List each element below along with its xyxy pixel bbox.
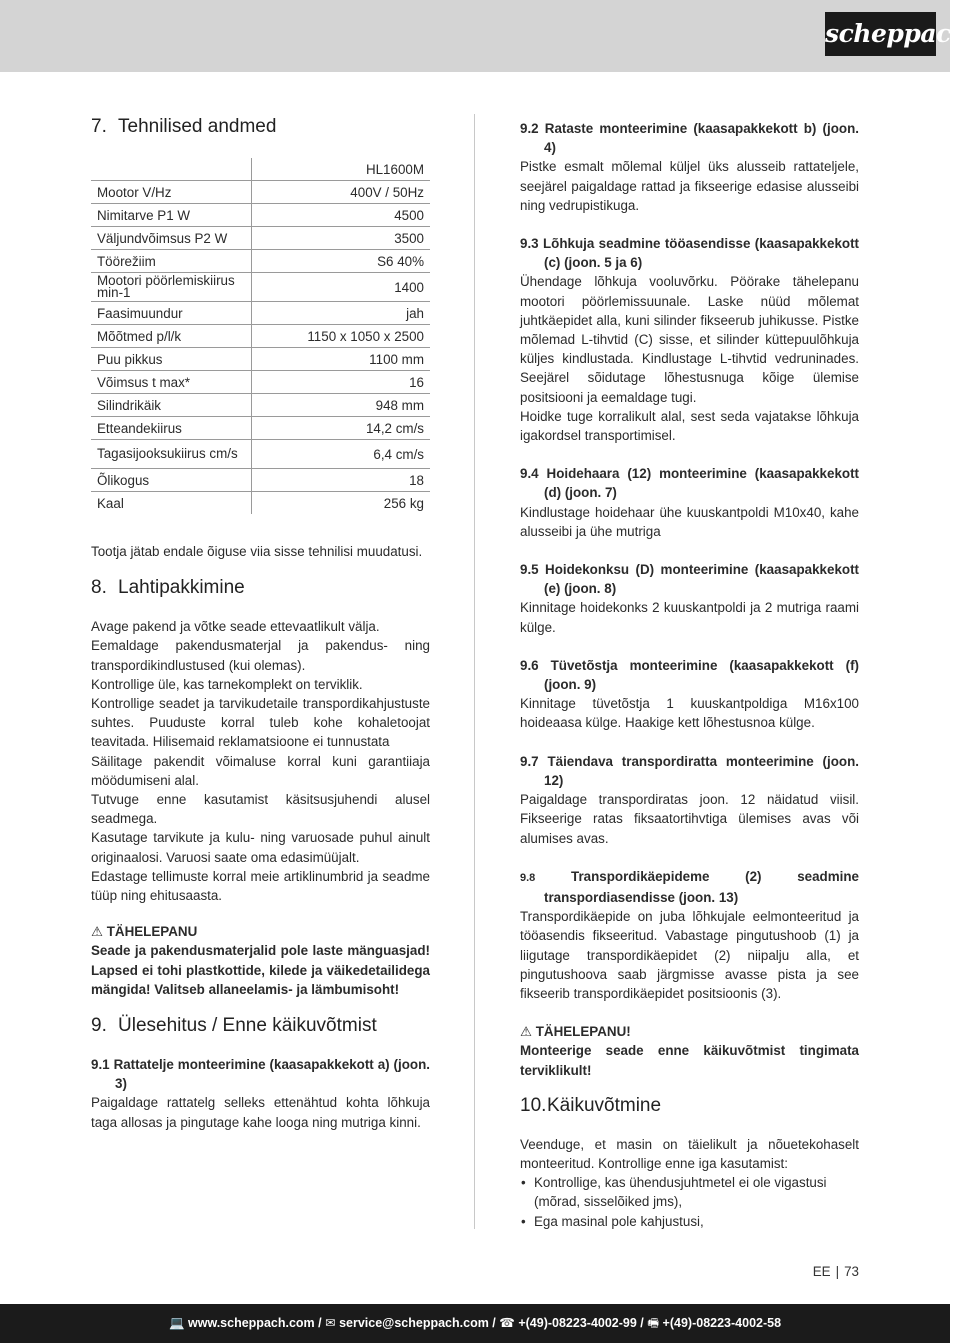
list-item: • Kontrollige, kas ühendusjuhtmetel ei ole vigastusi (mõrad, sisselõiked jms), — [520, 1173, 859, 1211]
scheppach-logo: scheppach — [825, 12, 936, 56]
warning-text: Seade ja pakendusmaterjalid pole laste mänguasjad! Lapsed ei tohi plastkottide, kilede ja väikedetailidega mängida! Valitseb allaneelamis- ja lämbumisoht! — [91, 943, 430, 997]
section-10-heading: 10.Käikuvõtmine — [520, 1094, 662, 1116]
subsection-9-1-text: Paigaldage rattatelg selleks ettenähtud kohta lõhkuja taga allosas ja pingutage kahe looga ning mutriga kinni. — [91, 1095, 430, 1130]
section-7-heading: 7. Tehnilised andmed — [91, 116, 277, 137]
warning-title-2: ⚠ TÄHELEPANU! — [520, 1024, 631, 1040]
page-number: EE | 73 — [812, 1264, 859, 1279]
unpacking-text: Avage pakend ja võtke seade ettevaatlikult välja. Eemaldage pakendusmaterjal ja pakendus- ning transpordikindlustused (kui olemas). Kontrollige üle, kas tarnekomplekt on terviklik. Kontrollige seadet ja tarvikudetaile transpordikahjustuste suhtes. Puuduste korral tuleb kohe kohaletoojat teavitada. Hilisemaid reklamatsioone ei tunnustata Säilitage pakendit võimaluse korral kuni garantiiaja möödumiseni alal. Tutvuge enne kasutamist käsitsusjuhendi alusel seadmega. Kasutage tarvikute ja kulu- ning varuosade puhul ainult originaalosi. Varuosi saate oma edasimüüjalt. Edastage tellimuste korral meie artiklinumbrid ja seadme tüüp ning ehitusaasta. — [91, 619, 430, 904]
subsection-9-5-text: Kinnitage hoidekonks 2 kuuskantpoldi ja 2 mutriga raami külge. — [520, 600, 859, 635]
table-row: Mootor V/Hz 400V / 50Hz — [91, 181, 430, 204]
footer-fax: +(49)-08223-4002-58 — [662, 1316, 782, 1330]
subsection-9-3-text: Ühendage lõhkuja vooluvõrku. Pöörake tähelepanu mootori pöörlemissuunale. Laske nüüd mõlemat juhtkäepidet alla, kuni silinder fikseerub juhikusse. Pistke mõlemad L-tihvtid (C) sisse, et silinder küttepuulõhkuja küljes kindlustada. Kindlustage L-tihvtid vedruninades. Seejärel sõidutage lõhestusnuga kõige ülemise positsiooni ja eemaldage tugi. — [520, 274, 859, 405]
table-row: Silindrikäik 948 mm — [91, 394, 430, 417]
footer-bar — [0, 1304, 950, 1343]
left-column — [91, 112, 430, 1132]
spec-table — [91, 158, 430, 514]
table-row: Mootori pöörlemiskiirus min-1 1400 — [91, 273, 430, 302]
check-list — [520, 1173, 859, 1231]
warning-title: ⚠ TÄHELEPANU — [91, 924, 198, 940]
section-9-heading: 9. Ülesehitus / Enne käikuvõtmist — [91, 1015, 377, 1037]
subsection-9-8-text: Transpordikäepide on juba lõhkujale eelmonteeritud ja tööasendis fikseeritud. Vabastage pingutushoob (1) ja liigutage transpordikäepidet (2) niipalju alla, et pingutushoova saab järgmisse avasse pista ja see fikseerib transpordikäepidet positsioonis (3). — [520, 909, 859, 1001]
footer-email: service@scheppach.com / — [339, 1316, 496, 1330]
right-column — [520, 119, 859, 1231]
phone-icon: ☎ — [499, 1316, 515, 1330]
subsection-9-8-title: 9.8 Transpordikäepideme (2) seadmine transpordiasendisse (joon. 13) — [520, 868, 859, 905]
subsection-9-7-title: 9.7 Täiendava transpordiratta monteerimine (joon. 12) — [520, 753, 859, 788]
table-row: Etteandekiirus 14,2 cm/s — [91, 417, 430, 440]
table-row — [91, 158, 430, 181]
table-row: Tagasijooksukiirus cm/s 6,4 cm/s — [91, 440, 430, 469]
subsection-9-2-title: 9.2 Rataste monteerimine (kaasapakkekott b) (joon. 4) — [520, 121, 859, 156]
subsection-9-4-text: Kindlustage hoidehaar ühe kuuskantpoldi M10x40, kahe alusseibi ja ühe mutriga — [520, 504, 859, 539]
table-row: Mõõtmed p/l/k 1150 x 1050 x 2500 — [91, 325, 430, 348]
subsection-9-7-text: Paigaldage transpordiratas joon. 12 näidatud viisil. Fikseerige ratas fiksaatortihvtiga ülemises avas või alumises avas. — [520, 792, 859, 846]
subsection-9-4-title: 9.4 Hoidehaara (12) monteerimine (kaasapakkekott (d) (joon. 7) — [520, 466, 859, 501]
subsection-9-6-text: Kinnitage tüvetõstja 1 kuuskantpoldiga M16x100 hoideaasa külge. Haakige kett lõhestusnoa külge. — [520, 696, 859, 731]
model-name: HL1600M — [252, 158, 431, 181]
computer-icon: 💻 — [168, 1316, 185, 1330]
footer-website: www.scheppach.com / — [188, 1316, 322, 1330]
table-row: Väljundvõimsus P2 W 3500 — [91, 227, 430, 250]
column-divider — [474, 114, 475, 1229]
subsection-9-2-text: Pistke esmalt mõlemal küljel üks alusseib rattateljele, seejärel paigaldage rattad ja fikseerige edasise alusseibi ning vedrupistikuga. — [520, 159, 859, 213]
subsection-9-3-text-2: Hoidke tuge korralikult alal, sest seda vajatakse lõhkuja igakordsel transportimisel. — [520, 408, 859, 444]
footer-phone: +(49)-08223-4002-99 / — [518, 1316, 644, 1330]
section-10-text: Veenduge, et masin on täielikult ja nõuetekohaselt monteeritud. Kontrollige enne iga kasutamist: — [520, 1136, 859, 1171]
list-item: • Ega masinal pole kahjustusi, — [520, 1212, 859, 1231]
table-row: Nimitarve P1 W 4500 — [91, 204, 430, 227]
subsection-9-6-title: 9.6 Tüvetõstja monteerimine (kaasapakkekott (f) (joon. 9) — [520, 657, 859, 693]
subsection-9-1-title: 9.1 Rattatelje monteerimine (kaasapakkekott a) (joon. 3) — [91, 1057, 430, 1092]
technical-change-note: Tootja jätab endale õiguse viia sisse tehnilisi muudatusi. — [91, 544, 423, 559]
subsection-9-3-title: 9.3 Lõhkuja seadmine tööasendisse (kaasapakkekott (c) (joon. 5 ja 6) — [520, 236, 859, 271]
table-row: Kaal 256 kg — [91, 492, 430, 515]
section-8-heading: 8. Lahtipakkimine — [91, 577, 245, 599]
table-row: Faasimuundur jah — [91, 302, 430, 325]
table-row: Töörežiim S6 40% — [91, 250, 430, 273]
warning-text-2: Monteerige seade enne käikuvõtmist tingimata terviklikult! — [520, 1043, 859, 1078]
subsection-9-5-title: 9.5 Hoidekonksu (D) monteerimine (kaasapakkekott (e) (joon. 8) — [520, 562, 859, 597]
table-row: Õlikogus 18 — [91, 469, 430, 492]
mail-icon: ✉ — [325, 1316, 336, 1330]
table-row: Puu pikkus 1100 mm — [91, 348, 430, 371]
header-bar — [0, 0, 968, 72]
table-row: Võimsus t max* 16 — [91, 371, 430, 394]
fax-icon: 🖷 — [647, 1316, 660, 1330]
